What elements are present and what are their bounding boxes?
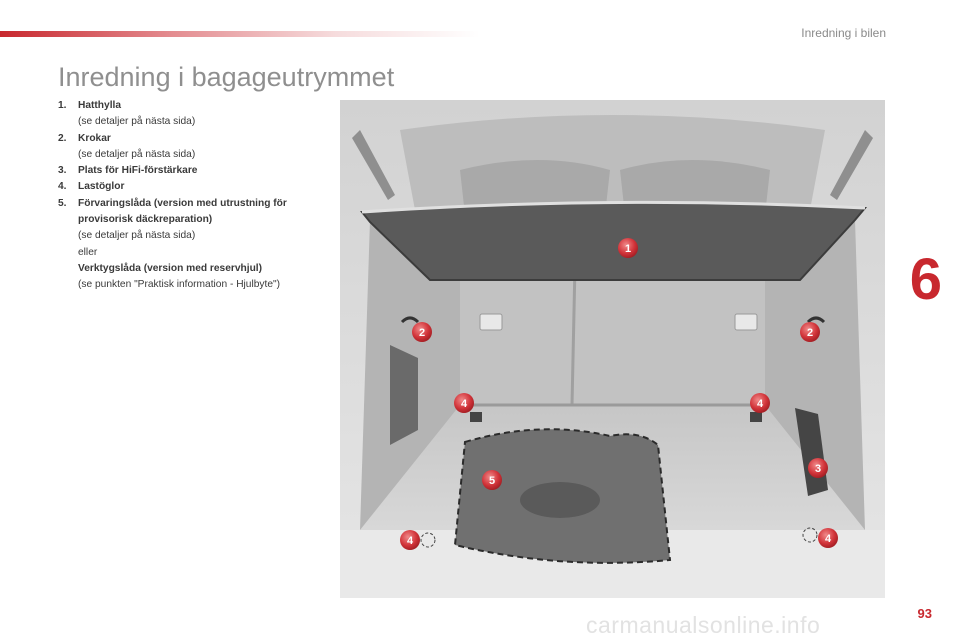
callout-3	[808, 458, 828, 478]
parcel-shelf	[362, 202, 865, 280]
item-number: 5.	[58, 197, 67, 209]
page-title: Inredning i bagageutrymmet	[58, 62, 395, 92]
seat-release-right	[735, 314, 757, 330]
svg-text:4: 4	[406, 535, 414, 547]
svg-text:4: 4	[460, 398, 468, 410]
item-label: Hatthylla	[78, 100, 122, 111]
item-label: Krokar	[78, 132, 111, 144]
header-accent-bar	[0, 31, 480, 37]
item-label-alt: Verktygslåda (version med reservhjul)	[78, 262, 263, 274]
callout-4-mid-right	[750, 393, 770, 413]
item-list	[58, 98, 328, 294]
item-note-alt: (se punkten "Praktisk information - Hjulbyte")	[78, 279, 281, 291]
page-number: 93	[917, 606, 932, 621]
section-header: Inredning i bilen	[801, 26, 886, 40]
lashing-eye	[750, 412, 762, 422]
callout-1	[618, 238, 638, 258]
callout-2-left	[412, 322, 432, 342]
lashing-eye	[470, 412, 482, 422]
svg-text:4: 4	[756, 398, 764, 410]
item-number: 2.	[58, 132, 67, 144]
seat-release-left	[480, 314, 502, 330]
item-number: 3.	[58, 165, 67, 177]
side-grille	[390, 345, 418, 445]
list-item	[58, 163, 328, 179]
item-label: Förvaringslåda (version med utrustning för provisorisk däckreparation)	[78, 197, 287, 226]
storage-box-well	[520, 482, 600, 518]
callout-5	[482, 470, 502, 490]
svg-text:2: 2	[418, 327, 426, 339]
item-note: (se detaljer på nästa sida)	[78, 116, 196, 128]
svg-text:1: 1	[624, 243, 632, 255]
callout-4-mid-left	[454, 393, 474, 413]
callout-4-bottom-right	[818, 528, 838, 548]
trunk-illustration	[340, 100, 885, 598]
item-label: Plats för HiFi-förstärkare	[78, 165, 198, 177]
callout-4-bottom-left	[400, 530, 420, 550]
trunk-illustration-svg	[340, 100, 885, 598]
item-note: (se detaljer på nästa sida)	[78, 148, 196, 160]
chapter-number: 6	[909, 247, 942, 312]
svg-text:4: 4	[824, 533, 832, 545]
svg-text:2: 2	[806, 327, 814, 339]
item-or: eller	[78, 246, 98, 258]
item-label: Lastöglor	[78, 181, 125, 193]
callout-2-right	[800, 322, 820, 342]
list-item	[58, 179, 328, 195]
list-item	[58, 98, 328, 131]
watermark: carmanualsonline.info	[586, 612, 821, 638]
svg-text:3: 3	[814, 463, 822, 475]
svg-text:5: 5	[488, 475, 496, 487]
item-number: 4.	[58, 181, 67, 193]
list-item	[58, 131, 328, 164]
list-item	[58, 196, 328, 294]
item-number: 1.	[58, 100, 67, 111]
item-note: (se detaljer på nästa sida)	[78, 230, 196, 242]
seat-backs	[460, 260, 765, 405]
